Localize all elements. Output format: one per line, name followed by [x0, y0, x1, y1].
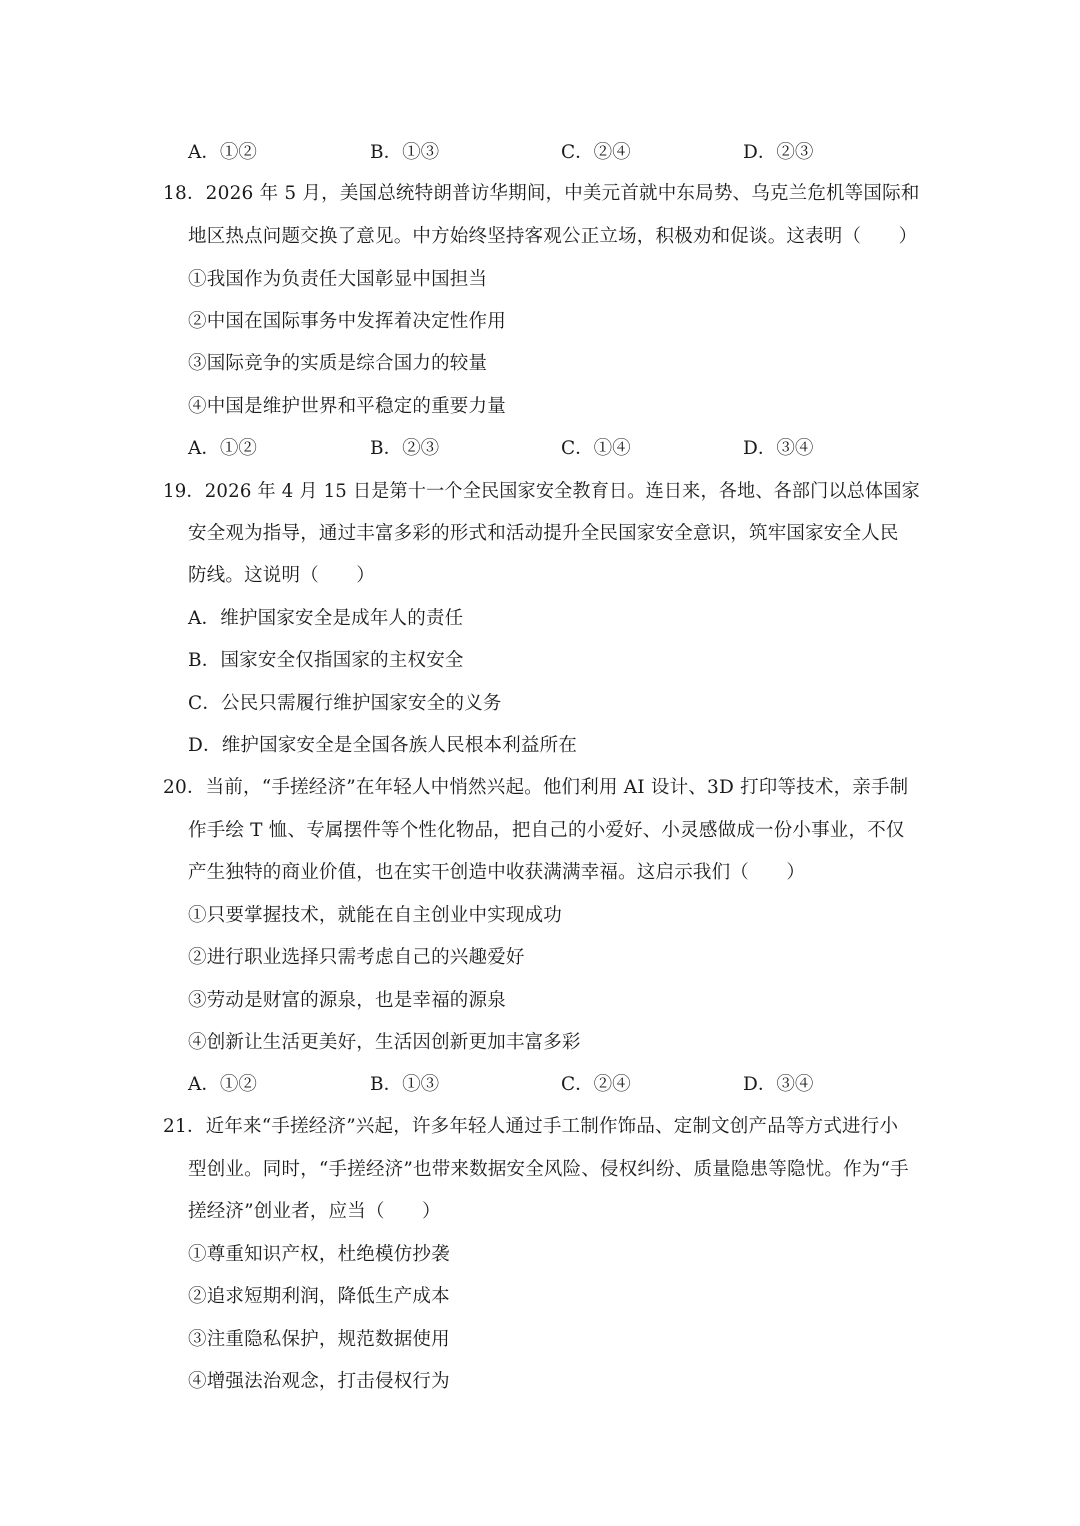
q21-stem-line-1: 21．近年来“手搓经济”兴起，许多年轻人通过手工制作饰品、定制文创产品等方式进行小	[163, 1116, 899, 1137]
q21-item-1: ①尊重知识产权，杜绝模仿抄袭	[188, 1244, 450, 1265]
q17-option-a[interactable]: A．①②	[188, 142, 257, 163]
q21-item-2: ②追求短期利润，降低生产成本	[188, 1286, 450, 1307]
q18-item-4: ④中国是维护世界和平稳定的重要力量	[188, 396, 506, 417]
q20-options	[0, 1073, 1080, 1097]
q18-stem-line-2: 地区热点问题交换了意见。中方始终坚持客观公正立场，积极劝和促谈。这表明（ ）	[188, 226, 918, 247]
q19-choice-a[interactable]: A．维护国家安全是成年人的责任	[188, 608, 464, 629]
q17-option-c[interactable]: C．②④	[561, 142, 631, 163]
q18-stem-line-1: 18．2026 年 5 月，美国总统特朗普访华期间，中美元首就中东局势、乌克兰危机等国际和	[163, 183, 920, 204]
q19-stem-line-1: 19．2026 年 4 月 15 日是第十一个全民国家安全教育日。连日来，各地、各部门以总体国家	[163, 481, 920, 502]
q18-options	[0, 437, 1080, 461]
q19-choice-d[interactable]: D．维护国家安全是全国各族人民根本利益所在	[188, 735, 578, 756]
q20-stem-line-1: 20．当前，“手搓经济”在年轻人中悄然兴起。他们利用 AI 设计、3D 打印等技术，亲手制	[163, 777, 909, 798]
q21-item-3: ③注重隐私保护，规范数据使用	[188, 1329, 450, 1350]
q18-item-2: ②中国在国际事务中发挥着决定性作用	[188, 311, 506, 332]
q18-option-b[interactable]: B．②③	[370, 438, 440, 459]
q20-option-b[interactable]: B．①③	[370, 1074, 440, 1095]
q20-option-c[interactable]: C．②④	[561, 1074, 631, 1095]
q17-options	[0, 141, 1080, 165]
q18-option-a[interactable]: A．①②	[188, 438, 257, 459]
q18-item-1: ①我国作为负责任大国彰显中国担当	[188, 269, 488, 290]
q18-option-d[interactable]: D．③④	[743, 438, 814, 459]
q17-option-d[interactable]: D．②③	[743, 142, 814, 163]
q20-option-d[interactable]: D．③④	[743, 1074, 814, 1095]
q20-item-4: ④创新让生活更美好，生活因创新更加丰富多彩	[188, 1032, 581, 1053]
q19-choice-c[interactable]: C．公民只需履行维护国家安全的义务	[188, 693, 502, 714]
q19-stem-line-2: 安全观为指导，通过丰富多彩的形式和活动提升全民国家安全意识，筑牢国家安全人民	[188, 523, 899, 544]
q17-option-b[interactable]: B．①③	[370, 142, 440, 163]
q20-item-2: ②进行职业选择只需考虑自己的兴趣爱好	[188, 947, 525, 968]
q21-stem-line-2: 型创业。同时，“手搓经济”也带来数据安全风险、侵权纠纷、质量隐患等隐忧。作为“手	[188, 1159, 909, 1180]
q19-choice-b[interactable]: B．国家安全仅指国家的主权安全	[188, 650, 464, 671]
q20-option-a[interactable]: A．①②	[188, 1074, 257, 1095]
q20-stem-line-3: 产生独特的商业价值，也在实干创造中收获满满幸福。这启示我们（ ）	[188, 862, 806, 883]
q21-stem-line-3: 搓经济”创业者，应当（ ）	[188, 1201, 441, 1222]
q18-option-c[interactable]: C．①④	[561, 438, 631, 459]
q20-item-1: ①只要掌握技术，就能在自主创业中实现成功	[188, 905, 563, 926]
q20-item-3: ③劳动是财富的源泉，也是幸福的源泉	[188, 990, 506, 1011]
q20-stem-line-2: 作手绘 T 恤、专属摆件等个性化物品，把自己的小爱好、小灵感做成一份小事业，不仅	[188, 820, 905, 841]
q21-item-4: ④增强法治观念，打击侵权行为	[188, 1371, 450, 1392]
q19-stem-line-3: 防线。这说明（ ）	[188, 565, 376, 586]
q18-item-3: ③国际竞争的实质是综合国力的较量	[188, 353, 488, 374]
